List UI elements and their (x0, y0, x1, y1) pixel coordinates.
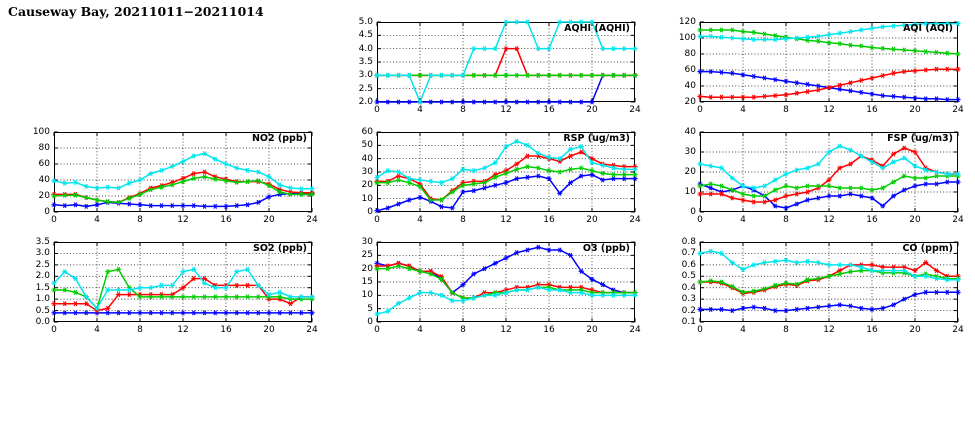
y-tick-label: 0.7 (681, 248, 696, 259)
y-tick-label: 20 (38, 191, 50, 201)
x-tick-label: 0 (51, 325, 57, 335)
x-tick-label: 12 (177, 325, 189, 335)
chart-panel-no2 (26, 128, 316, 228)
y-tick-label: 50 (361, 140, 373, 151)
y-tick-label: 30 (684, 147, 696, 157)
y-tick-label: 40 (684, 127, 696, 137)
x-tick-label: 0 (374, 105, 380, 115)
y-tick-label: 3.0 (358, 70, 373, 81)
y-tick-label: 20 (684, 167, 696, 177)
x-tick-label: 16 (866, 215, 878, 225)
x-tick-label: 24 (952, 215, 964, 225)
x-tick-label: 12 (823, 215, 835, 225)
chart-title-co: CO (ppm) (902, 243, 953, 254)
y-tick-label: 0.8 (681, 237, 696, 247)
y-tick-label: 0.3 (681, 294, 696, 305)
x-tick-label: 20 (586, 105, 598, 115)
y-tick-label: 20 (361, 263, 373, 274)
x-tick-label: 0 (374, 215, 380, 225)
y-tick-label: 0.4 (681, 282, 696, 293)
x-tick-label: 0 (697, 325, 703, 335)
x-tick-label: 24 (952, 105, 964, 115)
y-tick-label: 0.5 (35, 305, 50, 316)
chart-panel-fsp (672, 128, 962, 228)
y-tick-label: 30 (361, 237, 373, 247)
y-tick-label: 4.5 (358, 30, 373, 41)
series-line (700, 72, 958, 100)
x-tick-label: 20 (909, 105, 921, 115)
y-tick-label: 20 (361, 180, 373, 191)
series-markers (51, 267, 314, 310)
y-tick-label: 0.2 (681, 305, 696, 316)
x-tick-label: 4 (740, 325, 746, 335)
x-tick-label: 16 (866, 325, 878, 335)
x-tick-label: 16 (543, 105, 555, 115)
series-line (700, 148, 958, 202)
x-tick-label: 20 (586, 325, 598, 335)
x-tick-label: 24 (306, 325, 318, 335)
y-tick-label: 5 (367, 303, 373, 314)
x-tick-label: 12 (823, 105, 835, 115)
x-tick-label: 0 (697, 105, 703, 115)
y-tick-label: 0.1 (681, 317, 696, 327)
y-tick-label: 30 (361, 167, 373, 177)
chart-title-no2: NO2 (ppb) (251, 133, 307, 144)
y-tick-label: 15 (361, 277, 373, 287)
x-tick-label: 8 (783, 215, 789, 225)
x-tick-label: 24 (952, 325, 964, 335)
x-tick-label: 16 (543, 325, 555, 335)
x-tick-label: 4 (417, 325, 423, 335)
chart-title-fsp: FSP (ug/m3) (887, 133, 953, 144)
y-tick-label: 40 (361, 153, 373, 164)
y-tick-label: 0.5 (681, 271, 696, 282)
y-tick-label: 120 (678, 17, 696, 27)
x-tick-label: 8 (783, 325, 789, 335)
x-tick-label: 12 (500, 105, 512, 115)
x-tick-label: 0 (697, 215, 703, 225)
y-tick-label: 1.0 (35, 294, 50, 305)
x-tick-label: 4 (417, 105, 423, 115)
x-tick-label: 24 (629, 325, 641, 335)
y-tick-label: 4.0 (358, 43, 373, 54)
x-tick-label: 4 (740, 215, 746, 225)
chart-panel-rsp (349, 128, 639, 228)
y-tick-label: 2.5 (35, 259, 50, 270)
x-tick-label: 0 (51, 215, 57, 225)
y-tick-label: 0 (367, 317, 373, 327)
y-tick-label: 40 (38, 175, 50, 185)
y-tick-label: 100 (678, 33, 696, 43)
y-tick-label: 0 (367, 207, 373, 217)
y-tick-label: 10 (361, 193, 373, 204)
x-tick-label: 12 (500, 325, 512, 335)
y-tick-label: 40 (684, 81, 696, 91)
y-tick-label: 3.5 (35, 237, 50, 247)
x-tick-label: 12 (500, 215, 512, 225)
x-tick-label: 8 (460, 215, 466, 225)
chart-title-so2: SO2 (ppb) (253, 243, 307, 254)
x-tick-label: 4 (417, 215, 423, 225)
x-tick-label: 4 (740, 105, 746, 115)
x-tick-label: 12 (823, 325, 835, 335)
x-tick-label: 12 (177, 215, 189, 225)
chart-title-o3: O3 (ppb) (582, 243, 630, 254)
chart-title-aqi: AQI (AQI) (903, 23, 953, 34)
x-tick-label: 24 (306, 215, 318, 225)
y-tick-label: 2.5 (358, 83, 373, 94)
y-tick-label: 0.6 (681, 259, 696, 270)
chart-panel-aqhi (349, 18, 639, 118)
chart-panel-co (672, 238, 962, 338)
x-tick-label: 20 (263, 325, 275, 335)
y-tick-label: 80 (684, 49, 696, 59)
chart-title-rsp: RSP (ug/m3) (563, 133, 630, 144)
x-tick-label: 16 (543, 215, 555, 225)
x-tick-label: 16 (220, 325, 232, 335)
x-tick-label: 24 (629, 105, 641, 115)
x-tick-label: 20 (909, 215, 921, 225)
y-tick-label: 2.0 (35, 271, 50, 282)
y-tick-label: 3.0 (35, 248, 50, 259)
series-markers (51, 267, 314, 310)
y-tick-label: 5.0 (358, 17, 373, 27)
chart-title-aqhi: AQHI (AQHI) (564, 23, 630, 34)
x-tick-label: 8 (137, 325, 143, 335)
y-tick-label: 2.0 (358, 97, 373, 107)
y-tick-label: 10 (361, 290, 373, 301)
x-tick-label: 24 (629, 215, 641, 225)
x-tick-label: 8 (460, 105, 466, 115)
y-tick-label: 20 (684, 97, 696, 107)
y-tick-label: 60 (361, 127, 373, 137)
x-tick-label: 8 (783, 105, 789, 115)
x-tick-label: 20 (909, 325, 921, 335)
series-line (54, 269, 312, 308)
x-tick-label: 4 (94, 215, 100, 225)
x-tick-label: 20 (586, 215, 598, 225)
y-tick-label: 60 (684, 65, 696, 75)
y-tick-label: 0 (690, 207, 696, 217)
y-tick-label: 3.5 (358, 57, 373, 67)
x-tick-label: 16 (220, 215, 232, 225)
y-tick-label: 10 (684, 187, 696, 197)
x-tick-label: 0 (374, 325, 380, 335)
y-tick-label: 100 (32, 127, 50, 137)
series-line (700, 292, 958, 310)
y-tick-label: 25 (361, 250, 373, 261)
x-tick-label: 8 (137, 215, 143, 225)
chart-panel-aqi (672, 18, 962, 118)
y-tick-label: 0 (44, 207, 50, 217)
x-tick-label: 20 (263, 215, 275, 225)
x-tick-label: 8 (460, 325, 466, 335)
y-tick-label: 0.0 (35, 317, 50, 327)
y-tick-label: 80 (38, 143, 50, 153)
chart-panel-o3 (349, 238, 639, 338)
x-tick-label: 16 (866, 105, 878, 115)
y-tick-label: 60 (38, 159, 50, 169)
series-line (54, 279, 312, 311)
chart-panel-so2 (26, 238, 316, 338)
series-line (54, 269, 312, 308)
page-title: Causeway Bay, 20211011−20211014 (8, 4, 264, 19)
x-tick-label: 4 (94, 325, 100, 335)
y-tick-label: 1.5 (35, 282, 50, 293)
series-line (700, 271, 958, 293)
